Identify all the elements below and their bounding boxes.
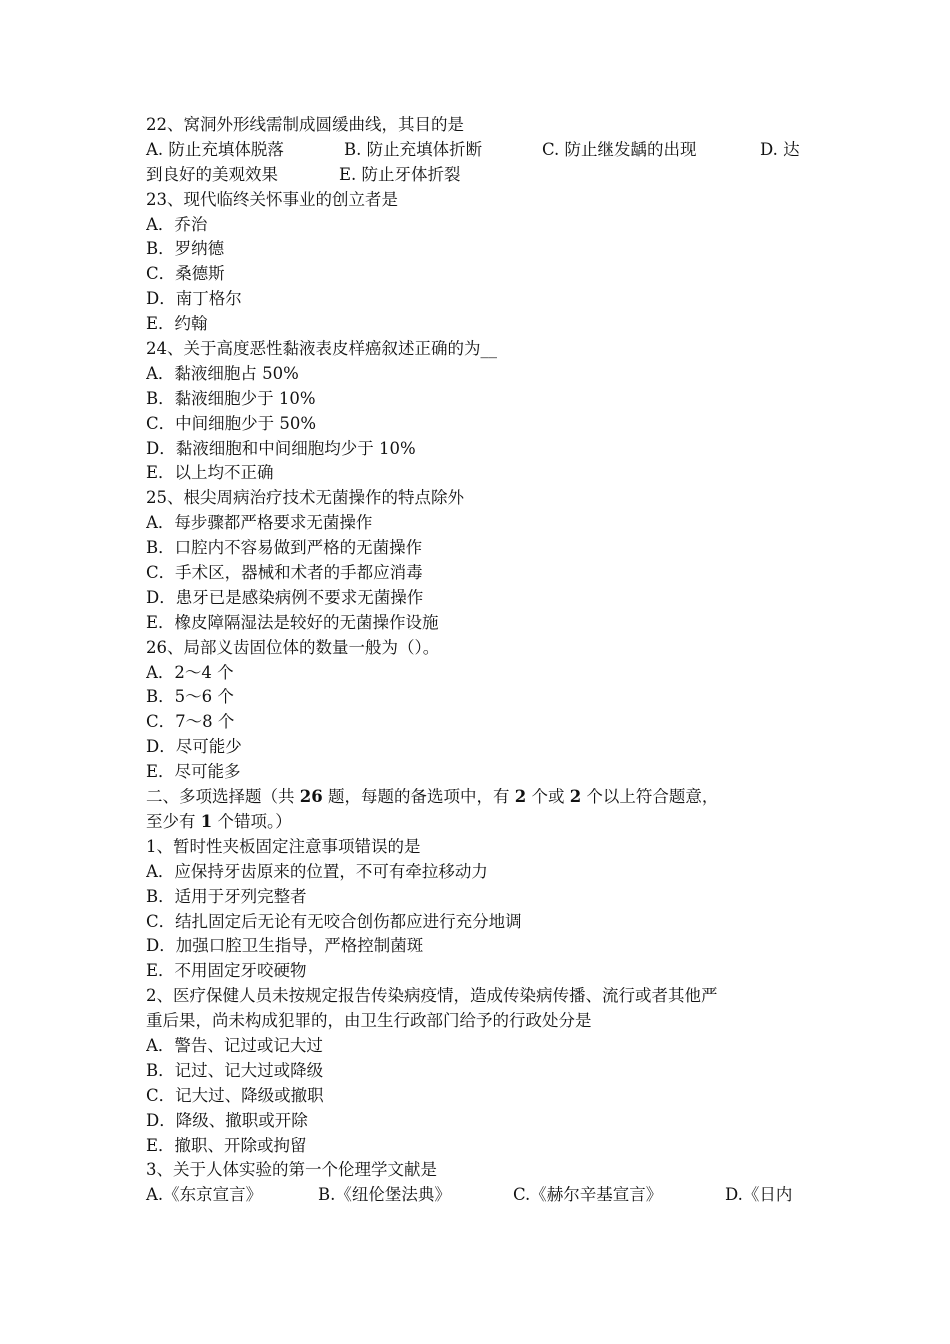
option-c: C．记大过、降级或撤职	[146, 1085, 324, 1105]
option-d-cont: 到良好的美观效果	[146, 164, 278, 184]
option-b: B.《纽伦堡法典》	[318, 1185, 451, 1205]
option-a: A．应保持牙齿原来的位置，不可有牵拉移动力	[146, 861, 488, 881]
option-b: B．罗纳德	[146, 239, 225, 259]
option-b: B．记过、记大过或降级	[146, 1060, 324, 1080]
question-22-stem: 22、窝洞外形线需制成圆缓曲线，其目的是	[146, 115, 464, 134]
option-b: B. 防止充填体折断	[344, 139, 483, 159]
question-24-stem: 24、关于高度恶性黏液表皮样癌叙述正确的为__	[146, 339, 497, 359]
option-c: C．桑德斯	[146, 264, 225, 284]
option-c: C．结扎固定后无论有无咬合创伤都应进行充分地调	[146, 911, 522, 931]
question-22-options-row	[146, 138, 810, 163]
multi-question-3-options-row	[146, 1183, 810, 1208]
option-c: C.《赫尔辛基宣言》	[513, 1185, 663, 1205]
option-d: D．南丁格尔	[146, 289, 242, 309]
option-d: D．降级、撤职或开除	[146, 1110, 308, 1130]
option-e: E．以上均不正确	[146, 463, 274, 483]
option-e: E．撤职、开除或拘留	[146, 1135, 307, 1155]
option-c: C．手术区，器械和术者的手都应消毒	[146, 563, 423, 583]
question-25-stem: 25、根尖周病治疗技术无菌操作的特点除外	[146, 488, 464, 508]
option-a: A.《东京宣言》	[146, 1185, 263, 1205]
option-e: E. 防止牙体折裂	[339, 164, 461, 184]
option-b: B．口腔内不容易做到严格的无菌操作	[146, 538, 423, 558]
option-a: A．黏液细胞占 50%	[146, 363, 299, 383]
option-c: C．中间细胞少于 50%	[146, 413, 317, 433]
option-b: B．5～6 个	[146, 687, 234, 707]
multi-question-1-stem: 1、暂时性夹板固定注意事项错误的是	[146, 836, 421, 856]
option-a: A. 防止充填体脱落	[146, 139, 284, 159]
question-23-stem: 23、现代临终关怀事业的创立者是	[146, 189, 398, 209]
option-d: D．加强口腔卫生指导，严格控制菌斑	[146, 936, 424, 956]
multi-question-2-stem-line1: 2、医疗保健人员未按规定报告传染病疫情，造成传染病传播、流行或者其他严	[146, 986, 718, 1006]
option-e: E．约翰	[146, 314, 208, 334]
multi-question-2-stem-line2: 重后果，尚未构成犯罪的，由卫生行政部门给予的行政处分是	[146, 1011, 592, 1031]
option-e: E．不用固定牙咬硬物	[146, 961, 307, 981]
option-b: B．黏液细胞少于 10%	[146, 388, 316, 408]
option-d: D．患牙已是感染病例不要求无菌操作	[146, 587, 424, 607]
section-heading	[146, 785, 810, 810]
option-b: B．适用于牙列完整者	[146, 886, 307, 906]
option-a: A．2～4 个	[146, 662, 234, 682]
section-heading-text: 二、多项选择题（共 26 题，每题的备选项中，有 2 个或 2 个以上符合题意，	[146, 787, 719, 807]
question-22-options-cont	[146, 163, 810, 188]
option-a: A．乔治	[146, 214, 208, 234]
question-26-stem: 26、局部义齿固位体的数量一般为（）。	[146, 637, 440, 657]
option-e: E．尽可能多	[146, 762, 241, 782]
option-d: D．尽可能少	[146, 737, 242, 757]
option-c: C. 防止继发龋的出现	[542, 139, 697, 159]
option-e: E．橡皮障隔湿法是较好的无菌操作设施	[146, 612, 439, 632]
option-a: A．每步骤都严格要求无菌操作	[146, 513, 373, 533]
option-d: D.《日内	[725, 1185, 793, 1205]
option-a: A．警告、记过或记大过	[146, 1035, 323, 1055]
option-d: D．黏液细胞和中间细胞均少于 10%	[146, 438, 416, 458]
document-page	[146, 113, 810, 1208]
option-c: C．7～8 个	[146, 712, 235, 732]
multi-question-3-stem: 3、关于人体实验的第一个伦理学文献是	[146, 1160, 437, 1180]
option-d: D. 达	[760, 139, 800, 159]
section-heading-line2: 至少有 1 个错项。）	[146, 811, 292, 831]
